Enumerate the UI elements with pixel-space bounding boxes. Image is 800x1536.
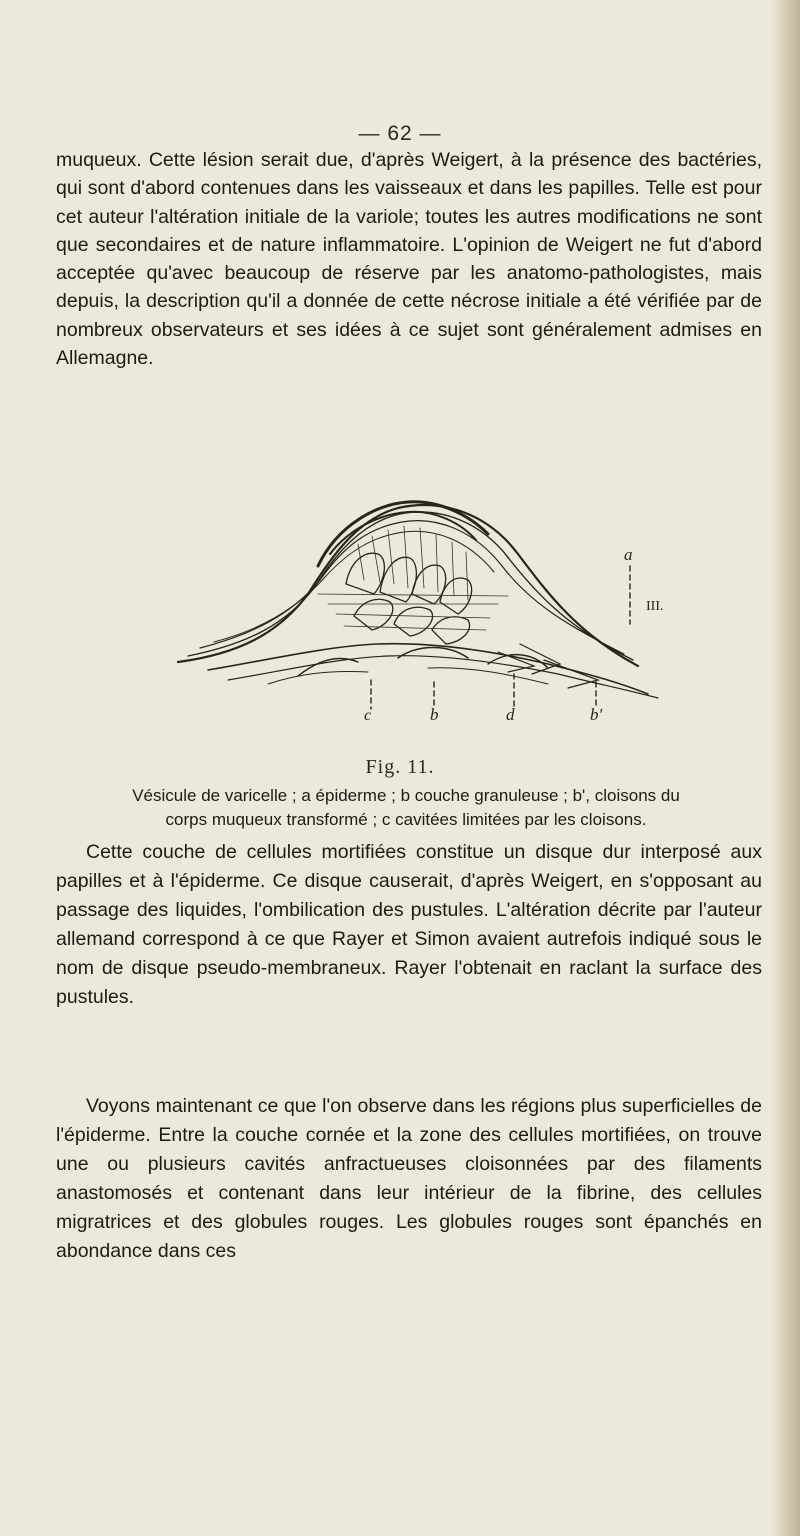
label-roman-numeral: III. (646, 599, 664, 614)
paragraph-1: muqueux. Cette lésion serait due, d'après Weigert, à la présence des bactéries, qui sont d'abord contenues dans les vaisseaux et dans les papilles. Telle est pour cet auteur l'altération initiale de la variole; toutes les autres modifications ne sont que secondaires et de nature inflammatoire. L'opinion de Weigert ne fut d'abord acceptée qu'avec beaucoup de réserve par les anatomo-pathologistes, mais depuis, la description qu'il a donnée de cette nécrose initiale a été vérifiée par de nombreux observateurs et ses idées à ce sujet sont généralement admises en Allemagne. (56, 149, 762, 370)
label-b-prime: b' (590, 705, 603, 724)
figure-legend-line-1: Vésicule de varicelle ; a épiderme ; b couche granuleuse ; b', cloisons du (132, 786, 680, 805)
label-b: b (430, 705, 439, 724)
page-number: — 62 — (358, 122, 442, 145)
figure-caption: Fig. 11. (365, 756, 435, 778)
label-a: a (624, 545, 633, 564)
paragraph-3: Voyons maintenant ce que l'on observe dans les régions plus superficielles de l'épiderme. Entre la couche cornée et la zone des cellules mortifiées, on trouve une ou plusieurs cavités anfractueuses cloisonnées par des filaments anastomosés et contenant dans leur intérieur de la fibrine, des cellules migratrices et des globules rouges. Les globules rouges sont épanchés en abondance dans ces (56, 1095, 762, 1262)
paragraph-2: Cette couche de cellules mortifiées constitue un disque dur interposé aux papilles et à l'épiderme. Ce disque causerait, d'après Weigert, en s'opposant au passage des liquides, l'ombilication des pustules. L'altération décrite par l'auteur allemand correspond à ce que Rayer et Simon avaient autrefois indiqué sous le nom de disque pseudo-membraneux. Rayer l'obtenait en raclant la surface des pustules. (56, 841, 762, 1008)
figure-legend (100, 784, 712, 831)
label-d: d (506, 705, 515, 724)
figure-11-illustration (168, 484, 688, 724)
figure-legend-line-2: corps muqueux transformé ; c cavitées limitées par les cloisons. (165, 809, 647, 829)
label-c: c (364, 707, 372, 724)
